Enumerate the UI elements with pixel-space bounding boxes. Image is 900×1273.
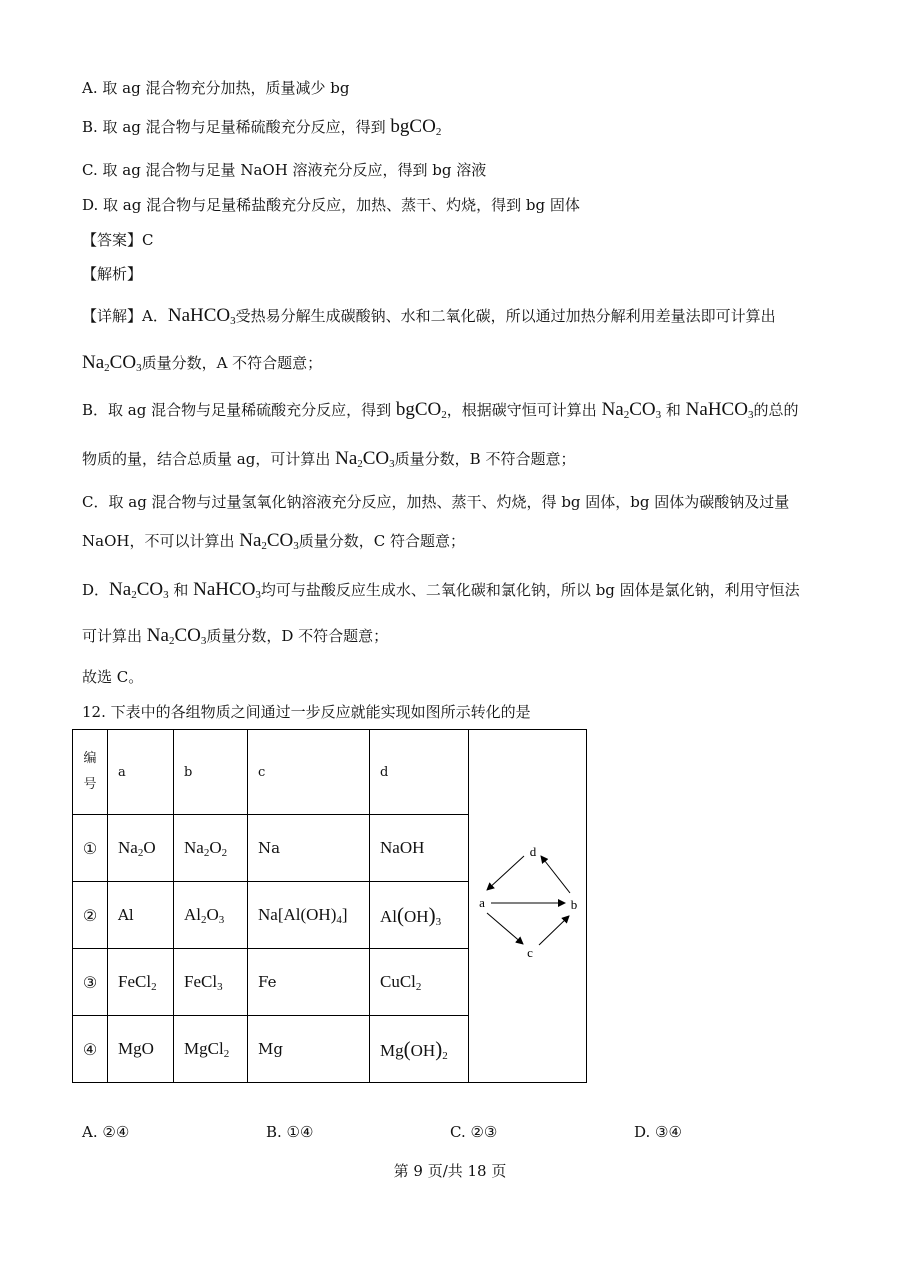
formula-na2co3: $Na_2CO_3$ (82, 352, 142, 374)
arrow-d-to-a (487, 856, 524, 890)
row-num: ② (73, 882, 108, 949)
node-d: d (529, 844, 537, 859)
question-12-table (72, 729, 587, 1083)
option-c: C. 取 ag 混合物与足量 NaOH 溶液充分反应，得到 bg 溶液 (82, 161, 487, 179)
cell-a: $Na_2O$ (108, 815, 174, 882)
explain-d-line1: D．$Na_2CO_3$ 和 NaHCO$_3$均可与盐酸反应生成水、二氧化碳和氯化钠，所以 bg 固体是氯化钠，利用守恒法 (82, 579, 800, 601)
header-c: c (248, 730, 370, 815)
diagram-svg (469, 730, 586, 1078)
header-num: 编 号 (73, 730, 108, 815)
cell-d: NaOH (370, 815, 469, 882)
row-num: ④ (73, 1016, 108, 1083)
explain-c-line1: C．取 ag 混合物与过量氢氧化钠溶液充分反应，加热、蒸干、灼烧，得 bg 固体，bg 固体为碳酸钠及过量 (82, 493, 790, 511)
cell-c: Mg (248, 1016, 370, 1083)
explain-a-line1: 【详解】A．NaHCO$_3$受热易分解生成碳酸钠、水和二氧化碳，所以通过加热分解利用差量法即可计算出 (82, 305, 776, 327)
question-12-stem: 12. 下表中的各组物质之间通过一步反应就能实现如图所示转化的是 (82, 703, 531, 721)
explain-d-line2: 可计算出 $Na_2CO_3$质量分数，D 不符合题意； (82, 625, 389, 647)
arrow-a-to-c (487, 913, 523, 944)
cell-c: Na (248, 815, 370, 882)
formula-nahco3: NaHCO$_3$ (167, 305, 236, 327)
choice-d[interactable]: D. ③④ (634, 1123, 682, 1141)
cell-a: MgO (108, 1016, 174, 1083)
header-b: b (174, 730, 248, 815)
explain-b-line1: B．取 ag 混合物与足量稀硫酸充分反应，得到 bgCO$_2$，根据碳守恒可计算出 $Na_2CO_3$ 和 NaHCO$_3$的总的 (82, 399, 799, 421)
cell-c: $Na[Al(OH)_4]$ (248, 882, 370, 949)
header-a: a (108, 730, 174, 815)
explain-c-line2: NaOH，不可以计算出 $Na_2CO_3$质量分数，C 符合题意； (82, 530, 466, 552)
formula-na2co3: $Na_2CO_3$ (109, 579, 169, 601)
cell-b: FeCl$_3$ (174, 949, 248, 1016)
formula-na2co3: $Na_2CO_3$ (335, 448, 395, 470)
node-b: b (570, 897, 578, 912)
cell-b: $Na_2O_2$ (174, 815, 248, 882)
table-header-row (73, 730, 587, 815)
node-c: c (527, 945, 533, 960)
cell-a: Al (108, 882, 174, 949)
option-b (82, 117, 441, 137)
node-a: a (479, 895, 485, 910)
transformation-diagram (469, 730, 587, 1083)
arrow-b-to-d (541, 856, 570, 893)
formula-nahco3: NaHCO$_3$ (685, 399, 754, 421)
answer: 【答案】C (82, 231, 154, 249)
choice-c[interactable]: C. ②③ (450, 1123, 498, 1141)
choice-b[interactable]: B. ①④ (266, 1123, 314, 1141)
cell-d: CuCl$_2$ (370, 949, 469, 1016)
formula-bgco2: bgCO$_2$ (395, 399, 447, 421)
cell-d: $Al(OH)_3$ (370, 882, 469, 949)
page-footer: 第 9 页/共 18 页 (393, 1162, 507, 1180)
arrow-c-to-b (539, 916, 569, 945)
option-d: D. 取 ag 混合物与足量稀盐酸充分反应，加热、蒸干、灼烧，得到 bg 固体 (82, 196, 580, 214)
explain-a-line2: $Na_2CO_3$质量分数，A 不符合题意； (82, 352, 323, 374)
explain-b-line2: 物质的量，结合总质量 ag，可计算出 $Na_2CO_3$质量分数，B 不符合题意； (82, 448, 576, 470)
cell-b: $Al_2O_3$ (174, 882, 248, 949)
option-b-text: B. 取 ag 混合物与足量稀硫酸充分反应，得到 (82, 118, 391, 136)
cell-d: $Mg(OH)_2$ (370, 1016, 469, 1083)
analysis-title: 【解析】 (82, 265, 143, 283)
row-num: ① (73, 815, 108, 882)
cell-a: FeCl$_2$ (108, 949, 174, 1016)
formula-na2co3: $Na_2CO_3$ (239, 530, 299, 552)
option-a: A. 取 ag 混合物充分加热，质量减少 bg (82, 79, 350, 97)
row-num: ③ (73, 949, 108, 1016)
cell-c: Fe (248, 949, 370, 1016)
cell-b: MgCl$_2$ (174, 1016, 248, 1083)
header-d: d (370, 730, 469, 815)
formula-bgco2: bgCO$_2$ (390, 116, 442, 138)
formula-na2co3: $Na_2CO_3$ (601, 399, 662, 421)
conclusion: 故选 C。 (82, 668, 144, 686)
formula-nahco3: NaHCO$_3$ (193, 579, 261, 601)
choice-a[interactable]: A. ②④ (82, 1123, 130, 1141)
formula-na2co3: $Na_2CO_3$ (146, 625, 207, 647)
